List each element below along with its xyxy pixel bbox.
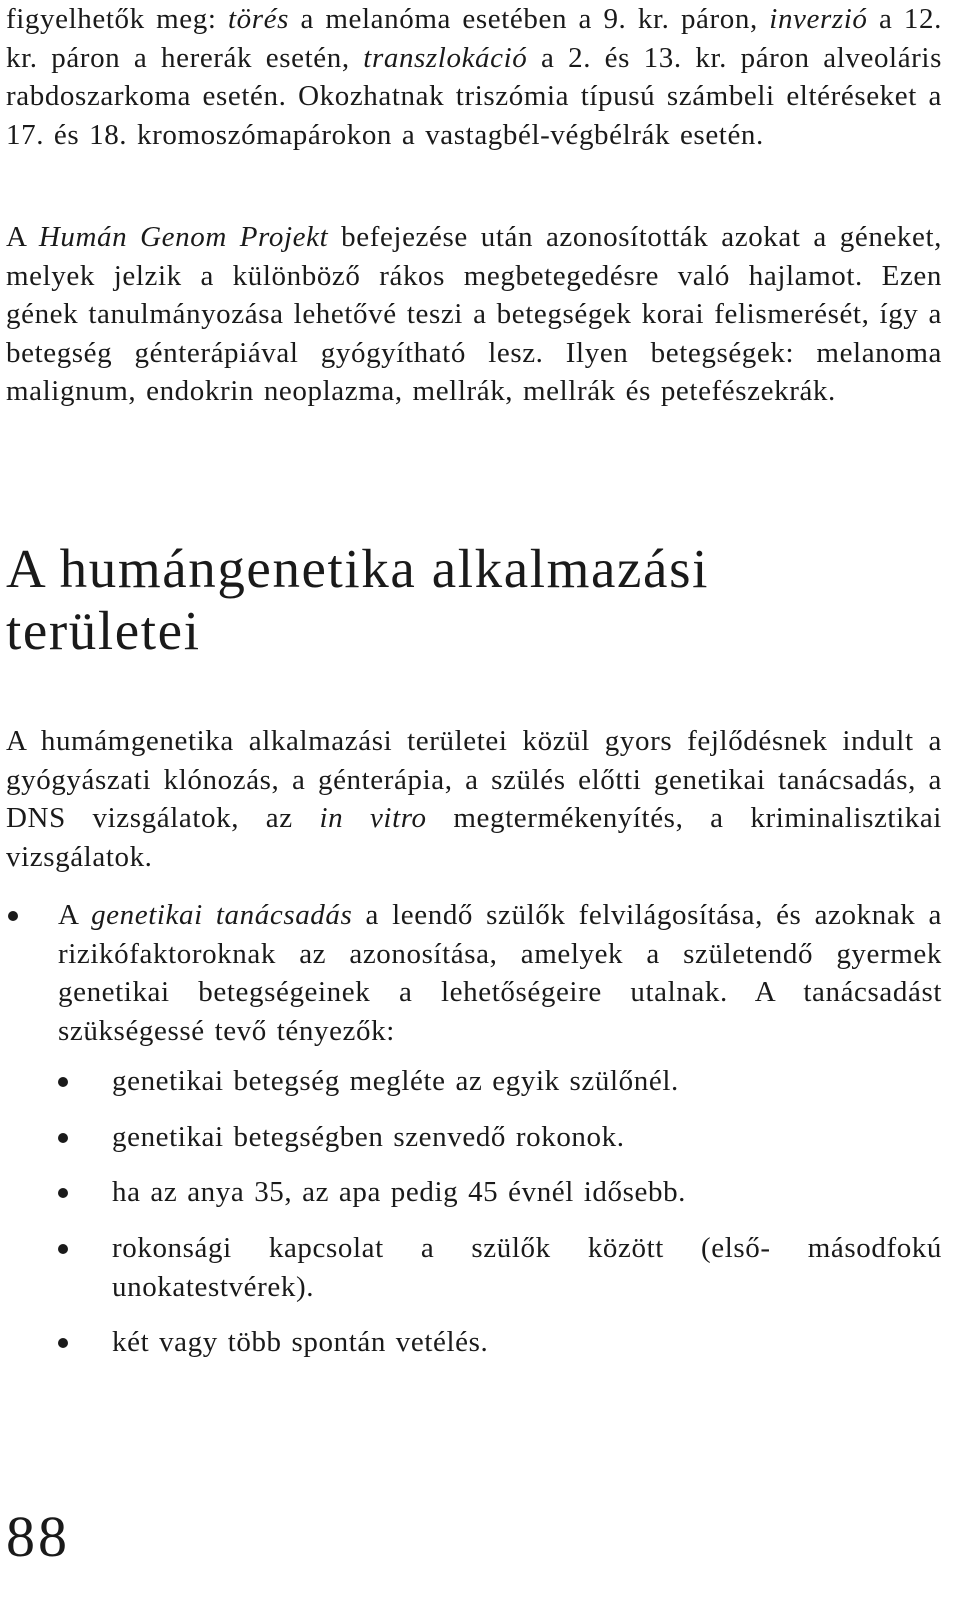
- list-item-text: genetikai betegség megléte az egyik szülőnél.: [112, 1065, 679, 1097]
- paragraph-human-genome-project: [6, 218, 942, 411]
- bullet-genetic-counseling: [6, 896, 942, 1050]
- italic-term: transzlokáció: [363, 41, 528, 74]
- text-run: befejezése után azonosították azokat a géneket, melyek jelzik a különböző rákos megbetegedésre való hajlamot. Ezen gének tanulmányozása lehetővé teszi a betegségek korai felismerését, így a betegség génterápiával gyógyítható lesz. Ilyen betegségek: melanoma malignum, endokrin neoplazma, mellrák, mellrák és petefészekrák.: [6, 221, 942, 407]
- text-run: a melanóma esetében a 9. kr. páron,: [288, 3, 770, 35]
- list-item-text: genetikai betegségben szenvedő rokonok.: [112, 1121, 625, 1153]
- bullet-dot-icon: [58, 1133, 68, 1143]
- text-run: a 12. kr. páron a hererák esetén,: [6, 3, 942, 74]
- list-item: [58, 1229, 942, 1306]
- list-item-text: két vagy több spontán vetélés.: [112, 1326, 489, 1358]
- text-run: figyelhetők meg:: [6, 3, 228, 35]
- list-item: [58, 1062, 942, 1101]
- text-run: megtermékenyítés, a kriminalisztikai vizsgálatok.: [6, 802, 942, 873]
- section-heading: A humángenetika alkalmazási területei: [6, 538, 709, 661]
- text-run: A humámgenetika alkalmazási területei közül gyors fejlődésnek indult a gyógyászati klónozás, a génterápia, a szülés előtti genetikai tanácsadás, a DNS vizsgálatok, az: [6, 725, 942, 834]
- italic-term: törés: [227, 3, 289, 35]
- text-run: A: [6, 221, 39, 253]
- italic-term: Humán Genom Projekt: [38, 221, 329, 253]
- italic-term: in vitro: [319, 802, 427, 834]
- text-run: a leendő szülők felvilágosítása, és azoknak a rizikófaktoroknak az azonosítása, amelyek a születendő gyermek genetikai betegségeinek a lehetőségeire utalnak. A tanácsadást szükségessé tevő tényezők:: [58, 899, 942, 1047]
- list-item-text: ha az anya 35, az apa pedig 45 évnél idősebb.: [112, 1176, 687, 1208]
- paragraph-application-areas: [6, 722, 942, 876]
- bullet-dot-icon: [8, 911, 18, 921]
- list-item: [58, 1323, 942, 1362]
- bullet-dot-icon: [58, 1188, 68, 1198]
- italic-term: inverzió: [769, 3, 868, 35]
- bullet-dot-icon: [58, 1338, 68, 1348]
- bullet-text: [58, 896, 942, 1050]
- text-run: a 2. és 13. kr. páron alveoláris rabdoszarkoma esetén. Okozhatnak triszómia típusú számbeli eltéréseket a 17. és 18. kromoszómapárokon a vastagbél-végbélrák esetén.: [6, 41, 942, 151]
- italic-term: genetikai tanácsadás: [91, 899, 353, 931]
- list-item: [58, 1118, 942, 1157]
- text-run: A: [58, 899, 92, 931]
- list-item: [58, 1173, 942, 1212]
- list-item-text: rokonsági kapcsolat a szülők között (első- másodfokú unokatestvérek).: [112, 1232, 942, 1303]
- page-number: 88: [6, 1504, 70, 1569]
- bullet-dot-icon: [58, 1244, 68, 1254]
- paragraph-chromosome-aberrations: [6, 0, 942, 154]
- bullet-dot-icon: [58, 1077, 68, 1087]
